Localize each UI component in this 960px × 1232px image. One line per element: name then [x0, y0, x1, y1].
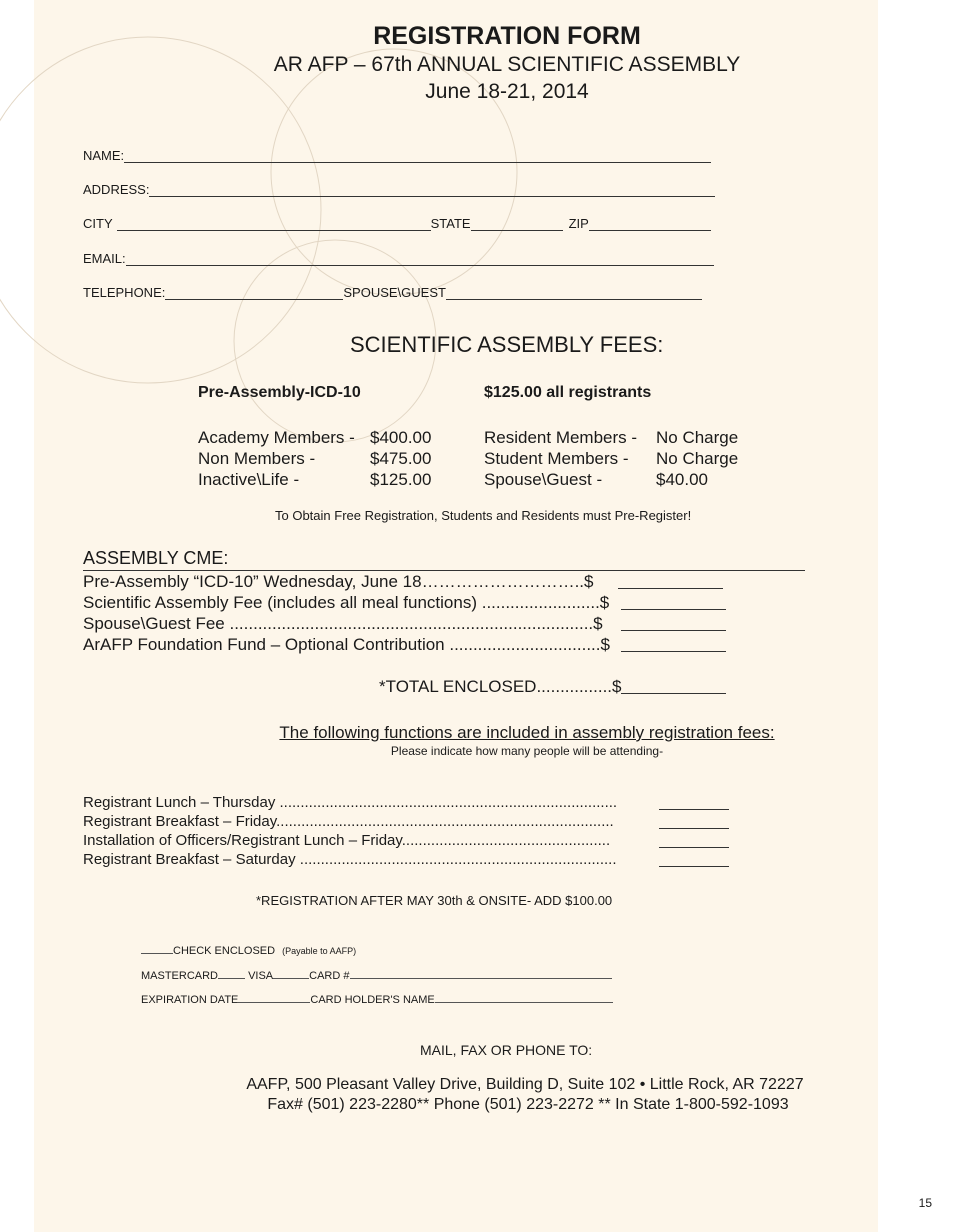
- check-label: CHECK ENCLOSED: [173, 945, 276, 957]
- cme-blank-pre-assembly[interactable]: [618, 574, 723, 589]
- functions-subtitle-text: Please indicate how many people will be attending-: [390, 744, 664, 758]
- check-enclosed-row: [141, 943, 356, 957]
- cme-blank-assembly-fee[interactable]: [621, 595, 726, 610]
- mastercard-blank[interactable]: [218, 968, 245, 979]
- fee-label-resident: Resident Members -: [484, 428, 638, 447]
- spouse-guest-line[interactable]: [446, 286, 702, 300]
- fee-price-spouse: $40.00: [656, 470, 708, 489]
- mastercard-label: MASTERCARD: [141, 970, 219, 982]
- function-row-friday-breakfast: Registrant Breakfast – Friday.................................................................................: [83, 813, 614, 830]
- address-label: ADDRESS:: [83, 182, 150, 197]
- function-row-saturday-breakfast: Registrant Breakfast – Saturday ............................................................................: [83, 851, 617, 868]
- functions-subtitle: [34, 744, 960, 758]
- mail-address-text: AAFP, 500 Pleasant Valley Drive, Building D, Suite 102 • Little Rock, AR 72227: [246, 1076, 804, 1093]
- fee-label-inactive: Inactive\Life -: [198, 470, 300, 489]
- form-title: REGISTRATION FORM: [373, 22, 641, 50]
- card-number-label: CARD #: [309, 970, 350, 982]
- cme-blank-spouse-fee[interactable]: [621, 616, 726, 631]
- city-state-zip-field[interactable]: [83, 216, 711, 231]
- email-label: EMAIL:: [83, 251, 126, 266]
- late-registration-note: *REGISTRATION AFTER MAY 30th & ONSITE- ADD $100.00: [256, 893, 613, 908]
- spouse-guest-label: SPOUSE\GUEST: [343, 285, 446, 300]
- email-line[interactable]: [126, 252, 714, 266]
- cme-row-foundation: ArAFP Foundation Fund – Optional Contribution ................................$: [83, 635, 610, 654]
- check-blank[interactable]: [141, 943, 173, 954]
- fee-label-spouse: Spouse\Guest -: [484, 470, 603, 489]
- telephone-line[interactable]: [165, 286, 343, 300]
- expiration-blank[interactable]: [238, 992, 310, 1003]
- payable-note: (Payable to AAFP): [282, 946, 357, 956]
- total-enclosed-label: *TOTAL ENCLOSED................$: [379, 677, 622, 696]
- fees-title: SCIENTIFIC ASSEMBLY FEES:: [350, 332, 664, 357]
- free-registration-note: To Obtain Free Registration, Students and Residents must Pre-Register!: [275, 508, 692, 523]
- function-row-installation-lunch: Installation of Officers/Registrant Lunch – Friday..................................................: [83, 832, 611, 849]
- visa-blank[interactable]: [273, 968, 309, 979]
- mail-heading: MAIL, FAX OR PHONE TO:: [420, 1042, 593, 1058]
- mail-address: [34, 1076, 960, 1094]
- fee-label-student: Student Members -: [484, 449, 629, 468]
- function-row-thursday-lunch: Registrant Lunch – Thursday .................................................................................: [83, 794, 618, 811]
- page-number: 15: [918, 1196, 932, 1210]
- email-field[interactable]: [83, 251, 714, 266]
- event-subtitle: AR AFP – 67th ANNUAL SCIENTIFIC ASSEMBLY: [273, 53, 741, 76]
- mail-contact: [34, 1096, 960, 1114]
- fee-label-non-members: Non Members -: [198, 449, 316, 468]
- state-label: STATE: [430, 216, 471, 231]
- fee-price-resident: No Charge: [656, 428, 739, 447]
- expiration-row: [141, 992, 613, 1006]
- cme-row-spouse-fee: Spouse\Guest Fee .............................................................................$: [83, 614, 603, 633]
- telephone-label: TELEPHONE:: [83, 285, 166, 300]
- function-blank-thursday-lunch[interactable]: [659, 796, 729, 810]
- function-blank-friday-breakfast[interactable]: [659, 815, 729, 829]
- pre-assembly-label: Pre-Assembly-ICD-10: [198, 384, 361, 401]
- name-field[interactable]: [83, 148, 711, 163]
- pre-assembly-price: $125.00 all registrants: [484, 384, 652, 401]
- card-number-blank[interactable]: [350, 968, 612, 979]
- card-holder-label: CARD HOLDER'S NAME: [310, 994, 435, 1006]
- fee-price-student: No Charge: [656, 449, 739, 468]
- card-holder-blank[interactable]: [435, 992, 613, 1003]
- cme-row-assembly-fee: Scientific Assembly Fee (includes all meal functions) .........................$: [83, 593, 610, 612]
- total-enclosed-blank[interactable]: [621, 679, 726, 694]
- mail-contact-text: Fax# (501) 223-2280** Phone (501) 223-2272 ** In State 1-800-592-1093: [267, 1096, 789, 1113]
- telephone-spouse-field[interactable]: [83, 285, 702, 300]
- visa-label: VISA: [248, 970, 274, 982]
- zip-label: ZIP: [568, 216, 589, 231]
- fee-price-inactive: $125.00: [370, 470, 432, 489]
- cme-heading: ASSEMBLY CME:: [83, 548, 805, 571]
- function-blank-installation-lunch[interactable]: [659, 834, 729, 848]
- cme-row-pre-assembly: Pre-Assembly “ICD-10” Wednesday, June 18………………………..$: [83, 572, 594, 591]
- fee-label-academy: Academy Members -: [198, 428, 355, 447]
- state-line[interactable]: [471, 217, 563, 231]
- event-dates: June 18-21, 2014: [425, 80, 589, 103]
- zip-line[interactable]: [589, 217, 711, 231]
- address-field[interactable]: [83, 182, 715, 197]
- name-line[interactable]: [124, 149, 711, 163]
- functions-title-text: The following functions are included in assembly registration fees:: [279, 723, 775, 742]
- function-blank-saturday-breakfast[interactable]: [659, 853, 729, 867]
- card-row: [141, 968, 612, 982]
- fee-price-non-members: $475.00: [370, 449, 432, 468]
- city-label: CITY: [83, 216, 113, 231]
- expiration-label: EXPIRATION DATE: [141, 994, 239, 1006]
- fee-price-academy: $400.00: [370, 428, 432, 447]
- cme-blank-foundation[interactable]: [621, 637, 726, 652]
- city-line[interactable]: [117, 217, 431, 231]
- functions-title: [34, 723, 960, 743]
- name-label: NAME:: [83, 148, 125, 163]
- address-line[interactable]: [149, 183, 715, 197]
